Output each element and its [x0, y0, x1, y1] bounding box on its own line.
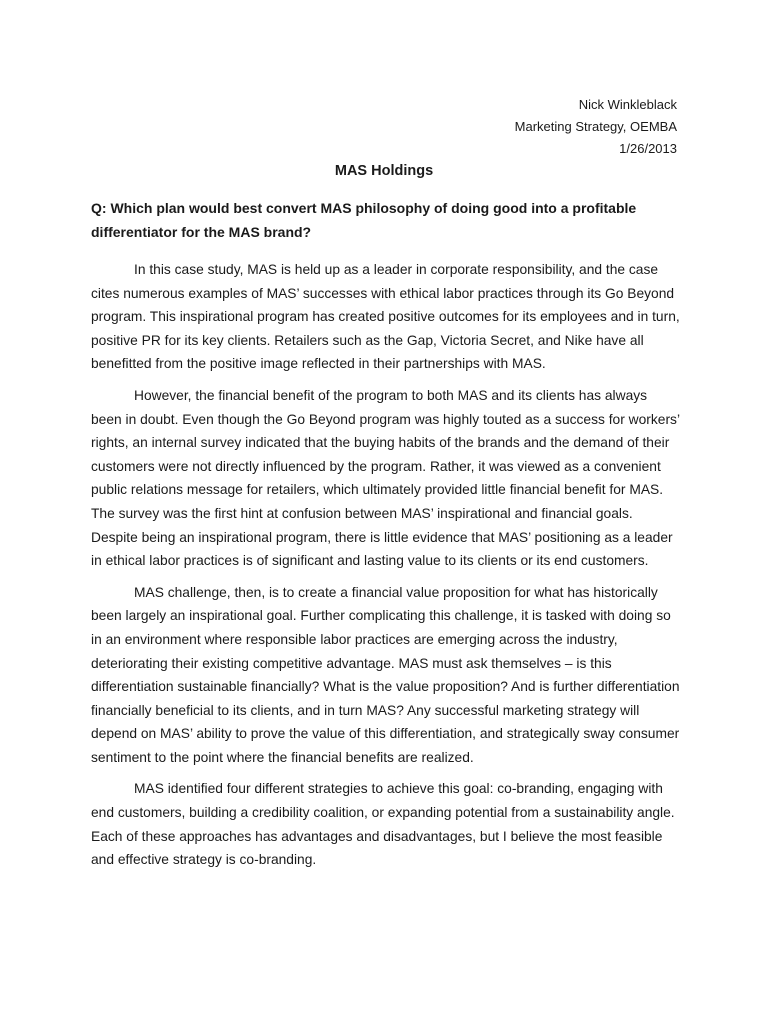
paragraph: MAS identified four different strategies to achieve this goal: co-branding, engaging with end customers, building a credibility coalition, or expanding potential from a sustainability angle. Each of these approaches has advantages and disadvantages, but I believe the most feasible and effective strategy is co-branding.	[91, 781, 675, 868]
document-title: MAS Holdings	[334, 163, 434, 179]
document-body	[91, 258, 681, 880]
course-name: Marketing Strategy, OEMBA	[514, 119, 677, 134]
document-header	[515, 94, 677, 160]
author-name: Nick Winkleblack	[578, 97, 677, 112]
paragraph: However, the financial benefit of the program to both MAS and its clients has always been in doubt. Even though the Go Beyond program was highly touted as a success for workers’ rights, an internal survey indicated that the buying habits of the brands and the demand of their customers were not directly influenced by the program. Rather, it was viewed as a convenient public relations message for retailers, which ultimately provided little financial benefit for MAS. The survey was the first hint at confusion between MAS’ inspirational and financial goals. Despite being an inspirational program, there is little evidence that MAS’ positioning as a leader in ethical labor practices is of significant and lasting value to its clients or its end customers.	[91, 387, 680, 569]
document-date: 1/26/2013	[619, 141, 677, 156]
paragraph: In this case study, MAS is held up as a leader in corporate responsibility, and the case cites numerous examples of MAS’ successes with ethical labor practices through its Go Beyond program. This inspirational program has created positive outcomes for its employees and in turn, positive PR for its key clients. Retailers such as the Gap, Victoria Secret, and Nike have all benefitted from the positive image reflected in their partnerships with MAS.	[91, 262, 680, 372]
case-question: Q: Which plan would best convert MAS philosophy of doing good into a profitable differentiator for the MAS brand?	[91, 200, 637, 240]
paragraph: MAS challenge, then, is to create a financial value proposition for what has historically been largely an inspirational goal. Further complicating this challenge, it is tasked with doing so in an environment where responsible labor practices are emerging across the industry, deteriorating their existing competitive advantage. MAS must ask themselves – is this differentiation sustainable financially? What is the value proposition? And is further differentiation financially beneficial to its clients, and in turn MAS? Any successful marketing strategy will depend on MAS’ ability to prove the value of this differentiation, and strategically sway consumer sentiment to the point where the financial benefits are realized.	[91, 584, 680, 765]
